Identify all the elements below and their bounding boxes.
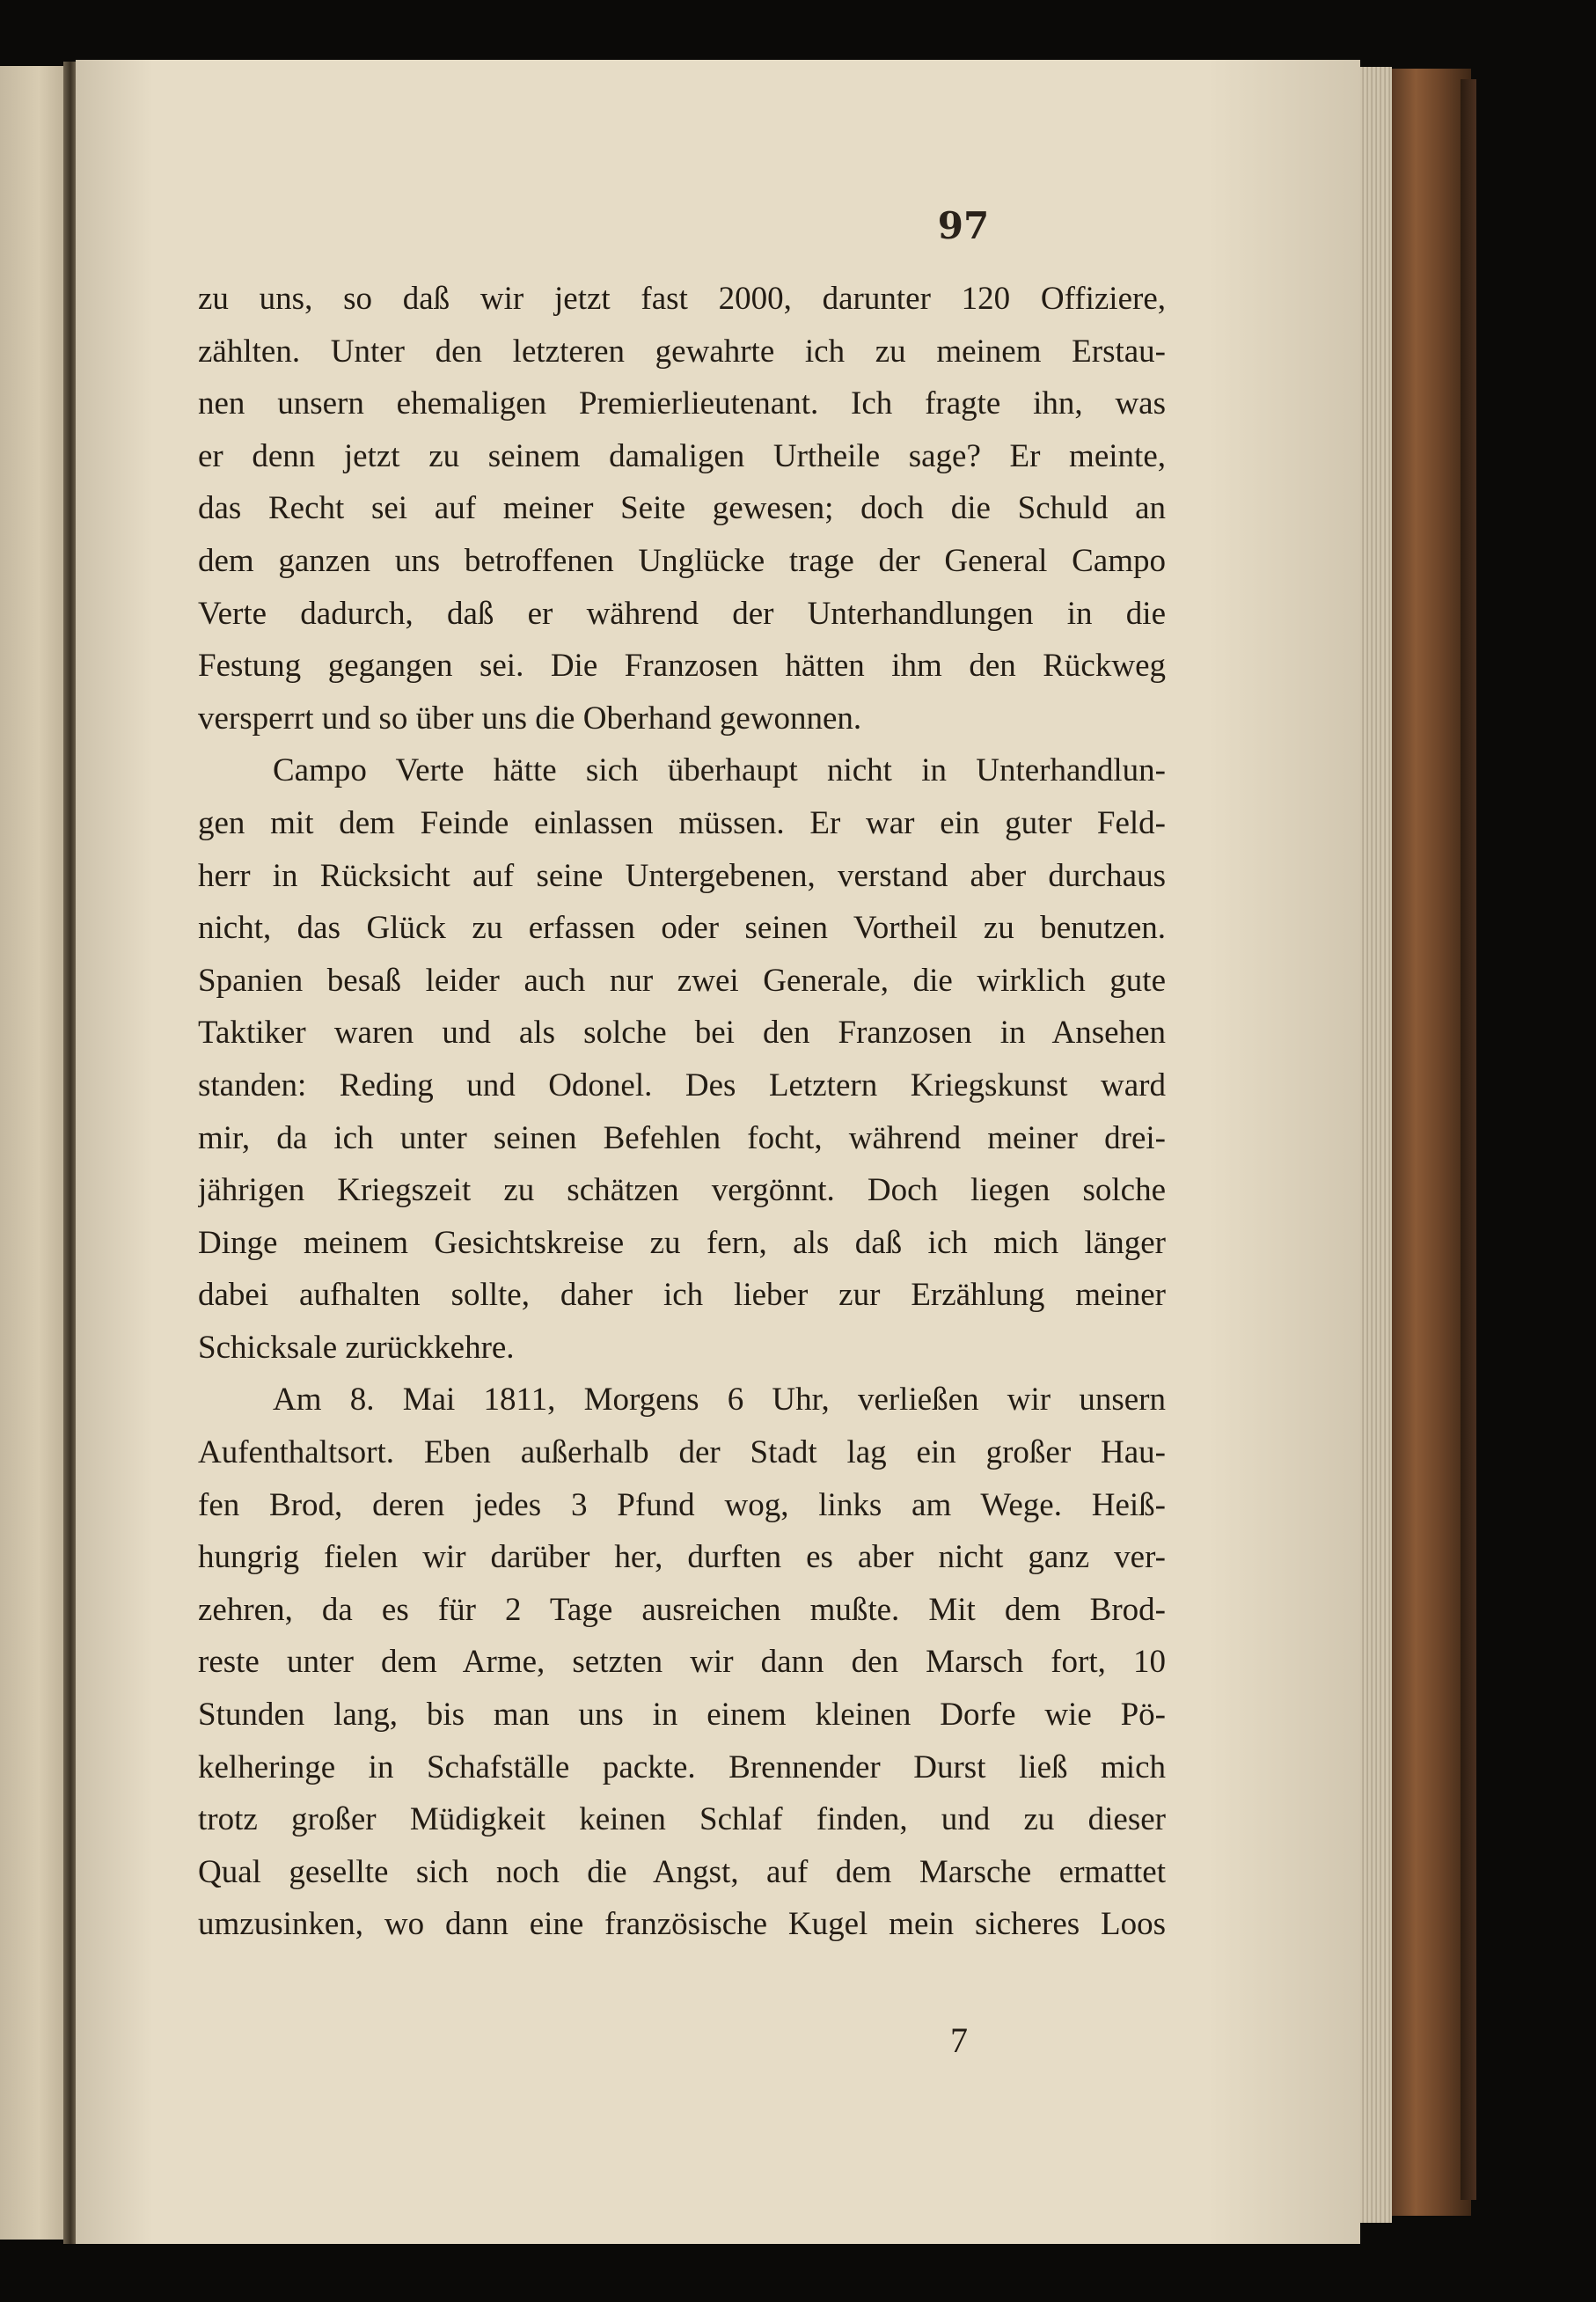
text-line: das Recht sei auf meiner Seite gewesen; doch die Schuld an — [198, 490, 1166, 527]
text-line: fen Brod, deren jedes 3 Pfund wog, links am Wege. Heiß- — [198, 1486, 1166, 1523]
text-line: Festung gegangen sei. Die Franzosen hätten ihm den Rückweg — [198, 648, 1166, 685]
text-line: Qual gesellte sich noch die Angst, auf dem Marsche ermattet — [198, 1853, 1166, 1890]
text-line: umzusinken, wo dann eine französische Kugel mein sicheres Loos — [198, 1906, 1166, 1943]
text-line: zählten. Unter den letzteren gewahrte ich zu meinem Erstau- — [198, 333, 1166, 370]
page-number: 97 — [937, 204, 990, 247]
text-line: Spanien besaß leider auch nur zwei Generale, die wirklich gute — [198, 962, 1166, 999]
facing-page-edge — [0, 66, 70, 2240]
text-line: jährigen Kriegszeit zu schätzen vergönnt. Doch liegen solche — [198, 1172, 1166, 1209]
text-line: Aufenthaltsort. Eben außerhalb der Stadt lag ein großer Hau- — [198, 1434, 1166, 1471]
signature-mark: 7 — [950, 2020, 968, 2060]
text-line: er denn jetzt zu seinem damaligen Urtheile sage? Er meinte, — [198, 437, 1166, 474]
text-line: dabei aufhalten sollte, daher ich lieber zur Erzählung meiner — [198, 1277, 1166, 1314]
text-line: Schicksale zurückkehre. — [198, 1329, 515, 1366]
text-line: Stunden lang, bis man uns in einem kleinen Dorfe wie Pö- — [198, 1697, 1166, 1734]
text-line: Campo Verte hätte sich überhaupt nicht in Unterhandlun- — [273, 752, 1166, 789]
book-cover — [1392, 69, 1471, 2216]
book-cover-edge — [1461, 79, 1476, 2200]
text-line: Verte dadurch, daß er während der Unterhandlungen in die — [198, 595, 1166, 632]
text-line: standen: Reding und Odonel. Des Letztern Kriegskunst ward — [198, 1067, 1166, 1103]
text-line: zu uns, so daß wir jetzt fast 2000, darunter 120 Offiziere, — [198, 281, 1166, 317]
text-line: Am 8. Mai 1811, Morgens 6 Uhr, verließen wir unsern — [273, 1382, 1166, 1419]
text-line: dem ganzen uns betroffenen Unglücke trage der General Campo — [198, 542, 1166, 579]
text-line: Taktiker waren und als solche bei den Franzosen in Ansehen — [198, 1015, 1166, 1052]
text-line: herr in Rücksicht auf seine Untergebenen, verstand aber durchaus — [198, 857, 1166, 894]
text-line: trotz großer Müdigkeit keinen Schlaf finden, und zu dieser — [198, 1801, 1166, 1838]
page-block-edges — [1360, 67, 1392, 2223]
text-line: nicht, das Glück zu erfassen oder seinen Vortheil zu benutzen. — [198, 910, 1166, 947]
text-line: zehren, da es für 2 Tage ausreichen mußte. Mit dem Brod- — [198, 1591, 1166, 1628]
text-line: reste unter dem Arme, setzten wir dann den Marsch fort, 10 — [198, 1644, 1166, 1681]
text-line: hungrig fielen wir darüber her, durften es aber nicht ganz ver- — [198, 1539, 1166, 1576]
text-line: versperrt und so über uns die Oberhand gewonnen. — [198, 700, 862, 737]
text-line: gen mit dem Feinde einlassen müssen. Er war ein guter Feld- — [198, 804, 1166, 841]
text-line: mir, da ich unter seinen Befehlen focht, während meiner drei- — [198, 1119, 1166, 1156]
body-text — [198, 273, 1166, 1951]
text-line: Dinge meinem Gesichtskreise zu fern, als daß ich mich länger — [198, 1224, 1166, 1261]
text-line: kelheringe in Schafställe packte. Brennender Durst ließ mich — [198, 1748, 1166, 1785]
text-line: nen unsern ehemaligen Premierlieutenant. Ich fragte ihn, was — [198, 385, 1166, 422]
